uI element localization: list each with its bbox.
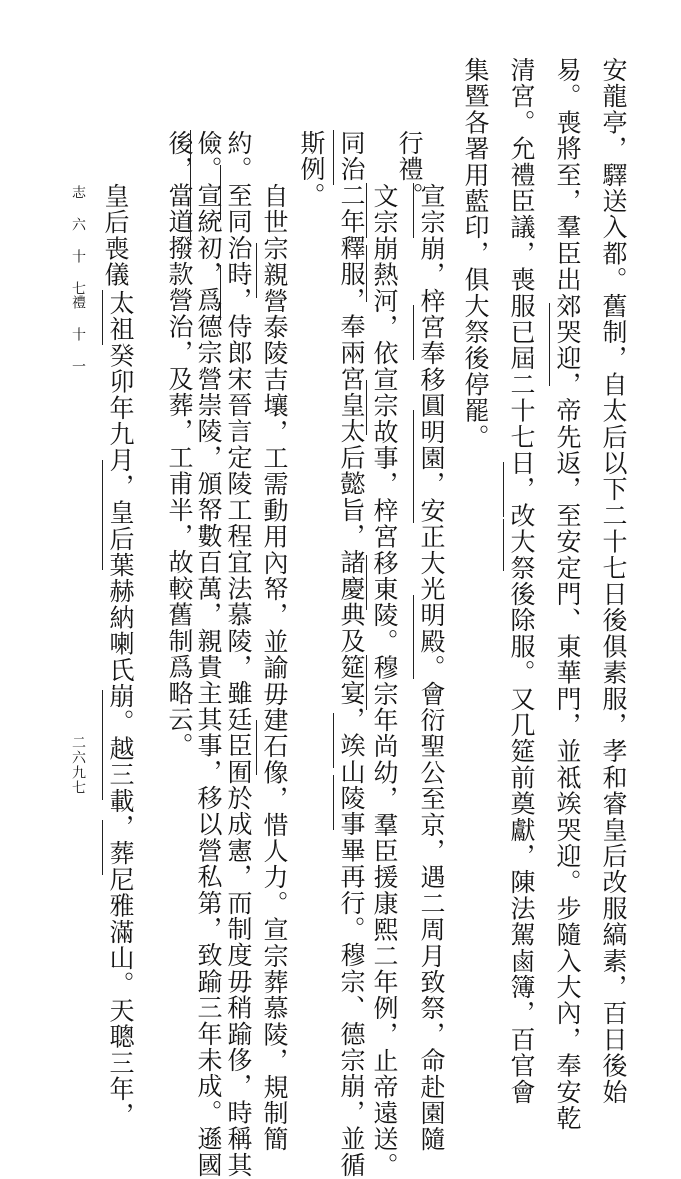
running-header-section: 志 六 十 七 xyxy=(70,185,86,296)
text-column-14: 太祖癸卯年九月，皇后葉赫納喇氏崩。越三載，葬尼雅滿山。天聰三年， xyxy=(106,290,135,1129)
name-marker xyxy=(333,130,334,185)
name-marker xyxy=(413,410,414,523)
text-column-10: 自世宗親營泰陵吉壤，工需動用內帑，並諭毋建石像，惜人力。宣宗葬慕陵，規制簡 xyxy=(260,183,289,1153)
name-marker xyxy=(503,519,504,571)
name-marker xyxy=(102,290,103,345)
name-marker xyxy=(366,245,367,302)
text-column-6: 行禮。 xyxy=(395,130,424,209)
name-marker xyxy=(190,130,191,185)
page-number: 二六九七 xyxy=(70,735,86,795)
name-marker xyxy=(220,265,221,320)
name-marker xyxy=(190,185,191,240)
name-marker xyxy=(413,305,414,360)
name-marker xyxy=(256,720,257,775)
name-marker xyxy=(413,183,414,238)
text-column-4: 集暨各署用藍印，俱大祭後停罷。 xyxy=(461,57,490,450)
section-heading: 皇后喪儀 xyxy=(101,183,130,288)
text-column-1: 安龍亭，驛送入都。舊制，自太后以下二十七日後俱素服，孝和睿皇后改服縞素，百日後始 xyxy=(599,57,628,1105)
name-marker xyxy=(549,303,550,386)
name-marker xyxy=(503,462,504,517)
name-marker xyxy=(102,820,103,875)
name-marker xyxy=(366,380,367,435)
name-marker xyxy=(333,713,334,768)
name-marker xyxy=(220,165,221,220)
name-marker xyxy=(333,775,334,830)
name-marker xyxy=(102,690,103,800)
name-marker xyxy=(366,183,367,238)
name-marker xyxy=(413,595,414,679)
name-marker xyxy=(366,655,367,710)
running-header-chapter: 禮 十 一 xyxy=(70,295,86,374)
text-column-5: 宣宗崩，梓宮奉移圓明園，安正大光明殿。會衍聖公至京，遇二周月致祭，命赴園隨 xyxy=(417,183,446,1153)
text-column-11: 約。至同治時，侍郎宋晉言定陵工程宜法慕陵，雖廷臣囿於成憲，而制度毋稍踰侈，時稱其 xyxy=(224,130,253,1178)
text-column-13: 後，當道撥款營治，及葬，工甫半，故較舊制爲略云。 xyxy=(165,130,194,759)
name-marker xyxy=(102,460,103,570)
name-marker xyxy=(366,555,367,610)
text-column-3: 清宮。允禮臣議，喪服已屆二十七日，改大祭後除服。又几筵前奠獻，陳法駕鹵簿，百官會 xyxy=(507,57,536,1105)
name-marker xyxy=(256,243,257,298)
text-column-8: 同治二年釋服，奉兩宮皇太后懿旨，諸慶典及筵宴，竢山陵事畢再行。穆宗、德宗崩，並循 xyxy=(337,130,366,1178)
text-column-12: 儉。宣統初，爲德宗營崇陵，頒帑數百萬，親貴主其事，移以營私第，致踰三年未成。遜國 xyxy=(194,130,223,1178)
text-column-9: 斯例。 xyxy=(297,130,326,209)
text-column-2: 易。喪將至，羣臣出郊哭迎，帝先返，至安定門、東華門，並祗竢哭迎。步隨入大內，奉安乾 xyxy=(553,57,582,1132)
text-column-7: 文宗崩熱河，依宣宗故事，梓宮移東陵。穆宗年尚幼，羣臣援康熙二年例，止帝遠送。 xyxy=(370,183,399,1179)
